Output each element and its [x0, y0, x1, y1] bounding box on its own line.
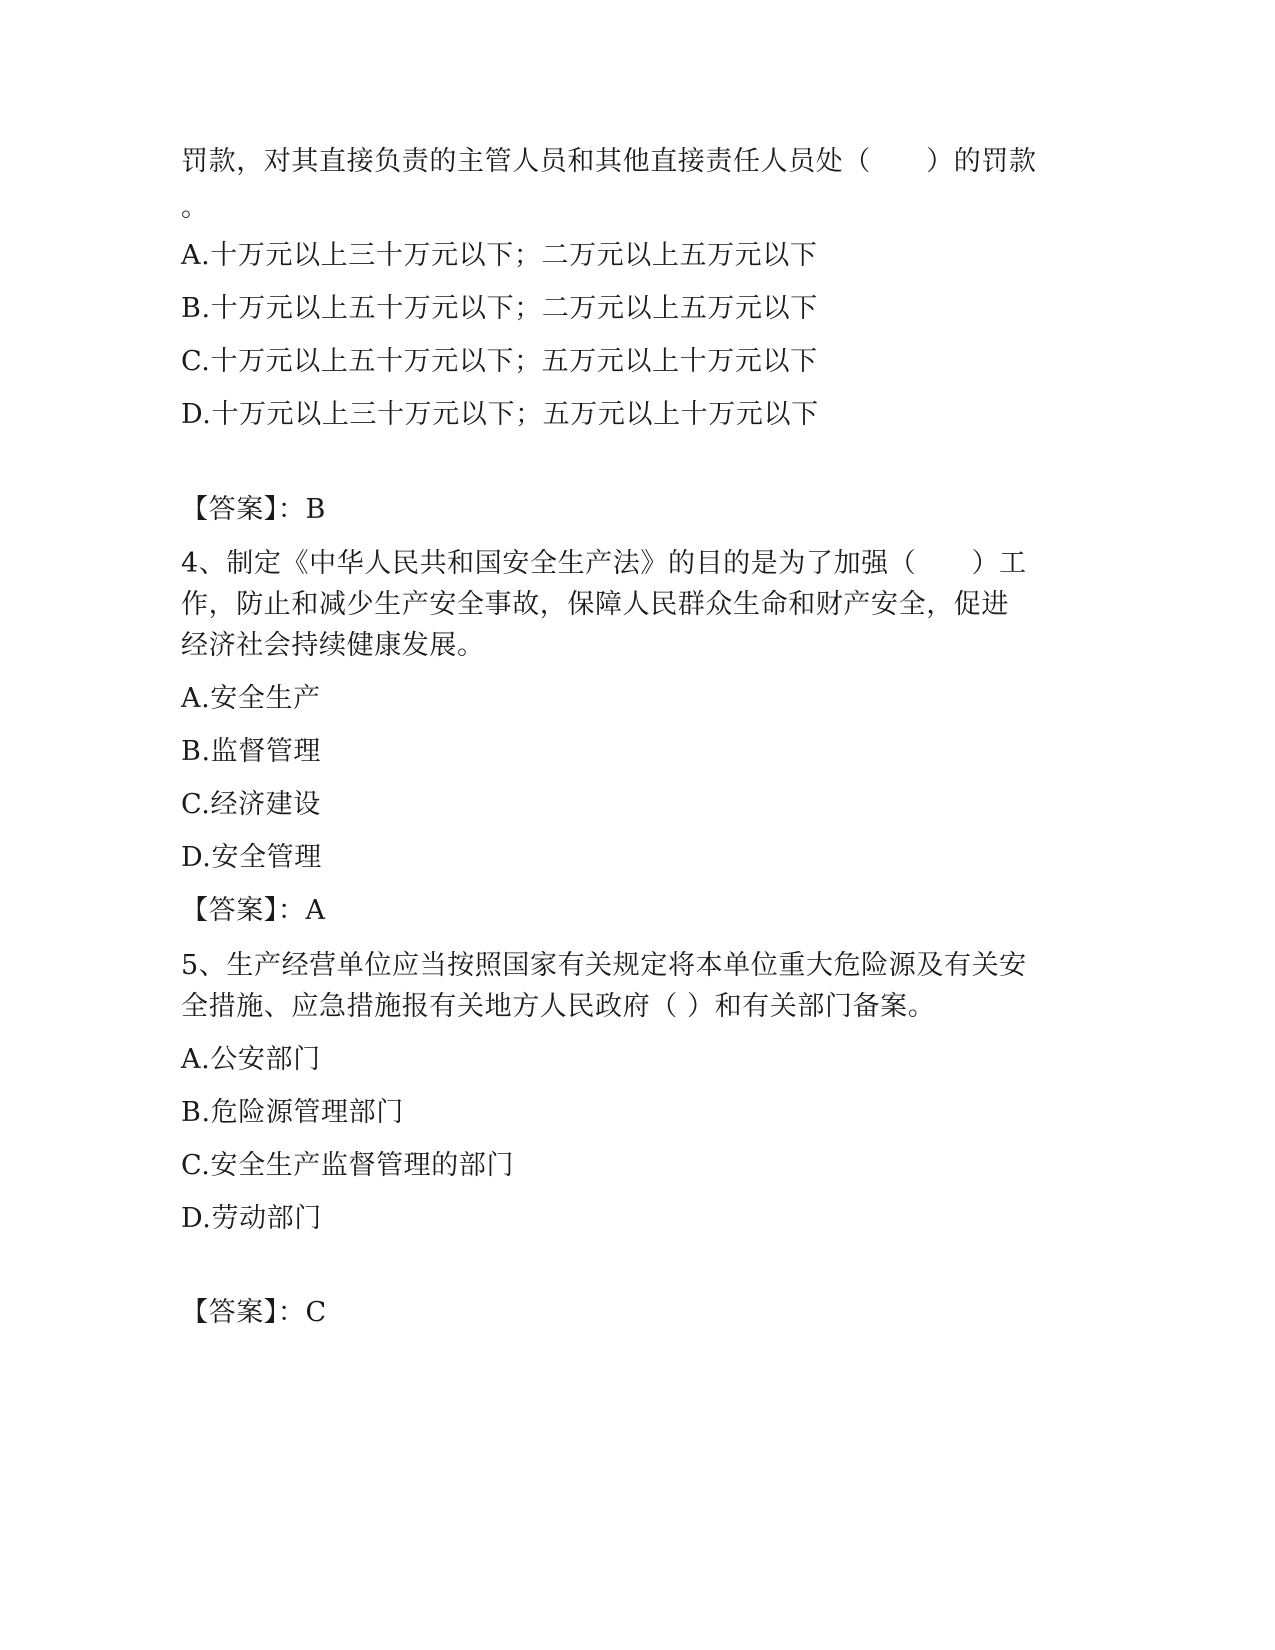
q5-option-a: A.公安部门	[181, 1044, 321, 1075]
q3-stem-line-2: 。	[181, 192, 209, 223]
q3-stem-line-1: 罚款，对其直接负责的主管人员和其他直接责任人员处（ ）的罚款	[181, 146, 1037, 177]
q3-option-a: A.十万元以上三十万元以下；二万元以上五万元以下	[181, 240, 818, 271]
q3-option-d: D.十万元以上三十万元以下；五万元以上十万元以下	[181, 399, 819, 430]
q5-stem-line-1: 5、生产经营单位应当按照国家有关规定将本单位重大危险源及有关安	[181, 950, 1027, 981]
q3-option-c: C.十万元以上五十万元以下；五万元以上十万元以下	[181, 346, 818, 377]
q5-option-b: B.危险源管理部门	[181, 1097, 404, 1128]
q4-answer: 【答案】：A	[181, 895, 326, 926]
q5-answer: 【答案】：C	[181, 1297, 327, 1328]
q4-stem-line-2: 作，防止和减少生产安全事故，保障人民群众生命和财产安全，促进	[181, 589, 1009, 620]
q4-option-b: B.监督管理	[181, 736, 322, 767]
q4-option-c: C.经济建设	[181, 789, 321, 820]
q5-option-c: C.安全生产监督管理的部门	[181, 1150, 515, 1181]
q4-stem-line-3: 经济社会持续健康发展。	[181, 630, 485, 661]
q3-answer: 【答案】：B	[181, 494, 326, 525]
q4-option-d: D.安全管理	[181, 842, 322, 873]
q5-option-d: D.劳动部门	[181, 1203, 322, 1234]
q5-stem-line-2: 全措施、应急措施报有关地方人民政府（ ）和有关部门备案。	[181, 991, 936, 1022]
q4-option-a: A.安全生产	[181, 683, 321, 714]
q3-option-b: B.十万元以上五十万元以下；二万元以上五万元以下	[181, 293, 818, 324]
q4-stem-line-1: 4、制定《中华人民共和国安全生产法》的目的是为了加强（ ）工	[181, 548, 1027, 579]
